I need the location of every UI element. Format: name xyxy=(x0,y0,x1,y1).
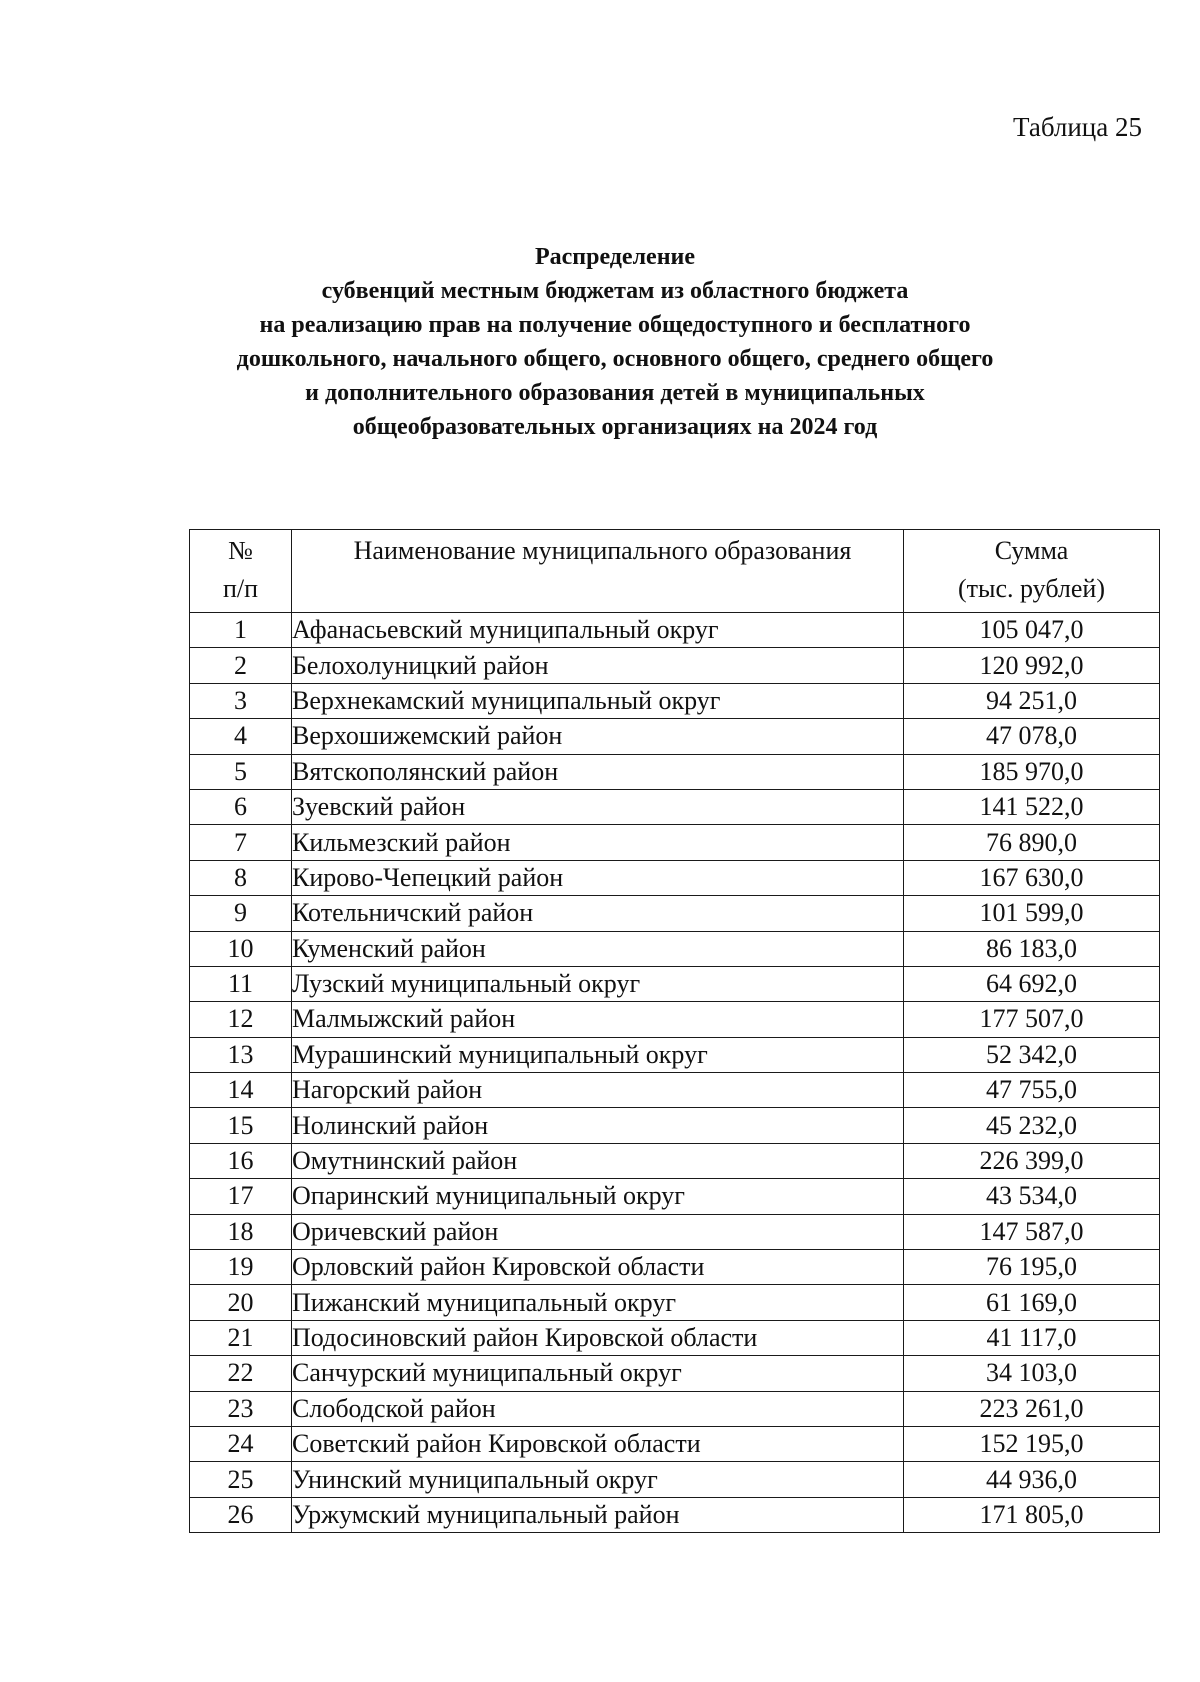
municipality-name-cell: Пижанский муниципальный округ xyxy=(292,1285,904,1320)
header-sum-title: Сумма xyxy=(994,536,1069,565)
amount-cell: 61 169,0 xyxy=(904,1285,1160,1320)
document-title xyxy=(150,240,1080,444)
table-row xyxy=(190,1391,1160,1426)
table-row xyxy=(190,966,1160,1001)
municipality-name-cell: Кильмезский район xyxy=(292,825,904,860)
row-number-cell: 19 xyxy=(190,1250,292,1285)
table-number-label: Таблица 25 xyxy=(1013,112,1142,142)
table-row xyxy=(190,1143,1160,1178)
row-number-cell: 9 xyxy=(190,896,292,931)
table-row xyxy=(190,1285,1160,1320)
row-number-cell: 1 xyxy=(190,613,292,648)
table-row xyxy=(190,1037,1160,1072)
table-row xyxy=(190,1497,1160,1532)
table-row xyxy=(190,789,1160,824)
row-number-cell: 7 xyxy=(190,825,292,860)
amount-cell: 105 047,0 xyxy=(904,613,1160,648)
title-line: и дополнительного образования детей в муниципальных xyxy=(305,380,925,406)
allocation-table xyxy=(189,529,1160,1533)
row-number-cell: 15 xyxy=(190,1108,292,1143)
table-row xyxy=(190,754,1160,789)
title-line: общеобразовательных организациях на 2024 год xyxy=(352,414,878,440)
amount-cell: 141 522,0 xyxy=(904,789,1160,824)
municipality-name-cell: Белохолуницкий район xyxy=(292,648,904,683)
table-row xyxy=(190,1320,1160,1355)
municipality-name-cell: Слободской район xyxy=(292,1391,904,1426)
municipality-name-cell: Унинский муниципальный округ xyxy=(292,1462,904,1497)
header-number-symbol: № xyxy=(228,536,253,565)
table-row xyxy=(190,719,1160,754)
table-row xyxy=(190,1250,1160,1285)
municipality-name-cell: Котельничский район xyxy=(292,896,904,931)
municipality-name-cell: Верхнекамский муниципальный округ xyxy=(292,683,904,718)
header-name xyxy=(292,530,904,613)
row-number-cell: 26 xyxy=(190,1497,292,1532)
municipality-name-cell: Кирово-Чепецкий район xyxy=(292,860,904,895)
amount-cell: 177 507,0 xyxy=(904,1002,1160,1037)
municipality-name-cell: Лузский муниципальный округ xyxy=(292,966,904,1001)
row-number-cell: 10 xyxy=(190,931,292,966)
title-line: дошкольного, начального общего, основного общего, среднего общего xyxy=(236,346,994,372)
municipality-name-cell: Омутнинский район xyxy=(292,1143,904,1178)
header-number-sub: п/п xyxy=(222,574,259,603)
amount-cell: 52 342,0 xyxy=(904,1037,1160,1072)
row-number-cell: 14 xyxy=(190,1073,292,1108)
amount-cell: 120 992,0 xyxy=(904,648,1160,683)
amount-cell: 185 970,0 xyxy=(904,754,1160,789)
amount-cell: 34 103,0 xyxy=(904,1356,1160,1391)
table-row xyxy=(190,1426,1160,1461)
table-row xyxy=(190,683,1160,718)
amount-cell: 76 890,0 xyxy=(904,825,1160,860)
table-row xyxy=(190,931,1160,966)
row-number-cell: 3 xyxy=(190,683,292,718)
table-row xyxy=(190,613,1160,648)
row-number-cell: 11 xyxy=(190,966,292,1001)
header-number xyxy=(190,530,292,613)
title-line: на реализацию прав на получение общедоступного и бесплатного xyxy=(259,312,971,338)
municipality-name-cell: Уржумский муниципальный район xyxy=(292,1497,904,1532)
amount-cell: 41 117,0 xyxy=(904,1320,1160,1355)
row-number-cell: 17 xyxy=(190,1179,292,1214)
amount-cell: 76 195,0 xyxy=(904,1250,1160,1285)
municipality-name-cell: Малмыжский район xyxy=(292,1002,904,1037)
amount-cell: 223 261,0 xyxy=(904,1391,1160,1426)
row-number-cell: 16 xyxy=(190,1143,292,1178)
row-number-cell: 22 xyxy=(190,1356,292,1391)
row-number-cell: 4 xyxy=(190,719,292,754)
amount-cell: 45 232,0 xyxy=(904,1108,1160,1143)
amount-cell: 47 078,0 xyxy=(904,719,1160,754)
amount-cell: 171 805,0 xyxy=(904,1497,1160,1532)
row-number-cell: 24 xyxy=(190,1426,292,1461)
amount-cell: 86 183,0 xyxy=(904,931,1160,966)
municipality-name-cell: Нагорский район xyxy=(292,1073,904,1108)
row-number-cell: 25 xyxy=(190,1462,292,1497)
row-number-cell: 8 xyxy=(190,860,292,895)
municipality-name-cell: Оричевский район xyxy=(292,1214,904,1249)
municipality-name-cell: Верхошижемский район xyxy=(292,719,904,754)
municipality-name-cell: Вятскополянский район xyxy=(292,754,904,789)
amount-cell: 44 936,0 xyxy=(904,1462,1160,1497)
table-row xyxy=(190,648,1160,683)
municipality-name-cell: Нолинский район xyxy=(292,1108,904,1143)
table-row xyxy=(190,1073,1160,1108)
row-number-cell: 13 xyxy=(190,1037,292,1072)
header-sum-unit: (тыс. рублей) xyxy=(957,574,1105,603)
amount-cell: 226 399,0 xyxy=(904,1143,1160,1178)
table-row xyxy=(190,1179,1160,1214)
table-body xyxy=(190,613,1160,1533)
row-number-cell: 6 xyxy=(190,789,292,824)
table-row xyxy=(190,1462,1160,1497)
row-number-cell: 23 xyxy=(190,1391,292,1426)
table-row xyxy=(190,1108,1160,1143)
amount-cell: 101 599,0 xyxy=(904,896,1160,931)
municipality-name-cell: Советский район Кировской области xyxy=(292,1426,904,1461)
row-number-cell: 5 xyxy=(190,754,292,789)
header-sum xyxy=(904,530,1160,613)
amount-cell: 47 755,0 xyxy=(904,1073,1160,1108)
row-number-cell: 18 xyxy=(190,1214,292,1249)
amount-cell: 147 587,0 xyxy=(904,1214,1160,1249)
amount-cell: 152 195,0 xyxy=(904,1426,1160,1461)
municipality-name-cell: Зуевский район xyxy=(292,789,904,824)
table-header-row xyxy=(190,530,1160,613)
row-number-cell: 2 xyxy=(190,648,292,683)
table-row xyxy=(190,896,1160,931)
municipality-name-cell: Опаринский муниципальный округ xyxy=(292,1179,904,1214)
table-row xyxy=(190,1356,1160,1391)
row-number-cell: 20 xyxy=(190,1285,292,1320)
municipality-name-cell: Мурашинский муниципальный округ xyxy=(292,1037,904,1072)
table-row xyxy=(190,1214,1160,1249)
row-number-cell: 12 xyxy=(190,1002,292,1037)
row-number-cell: 21 xyxy=(190,1320,292,1355)
title-line: субвенций местным бюджетам из областного бюджета xyxy=(321,278,909,304)
header-name-text: Наименование муниципального образования xyxy=(353,536,852,565)
amount-cell: 167 630,0 xyxy=(904,860,1160,895)
table-row xyxy=(190,860,1160,895)
municipality-name-cell: Куменский район xyxy=(292,931,904,966)
amount-cell: 64 692,0 xyxy=(904,966,1160,1001)
amount-cell: 43 534,0 xyxy=(904,1179,1160,1214)
municipality-name-cell: Афанасьевский муниципальный округ xyxy=(292,613,904,648)
amount-cell: 94 251,0 xyxy=(904,683,1160,718)
table-row xyxy=(190,825,1160,860)
municipality-name-cell: Санчурский муниципальный округ xyxy=(292,1356,904,1391)
municipality-name-cell: Орловский район Кировской области xyxy=(292,1250,904,1285)
table-row xyxy=(190,1002,1160,1037)
municipality-name-cell: Подосиновский район Кировской области xyxy=(292,1320,904,1355)
title-line: Распределение xyxy=(534,244,696,270)
